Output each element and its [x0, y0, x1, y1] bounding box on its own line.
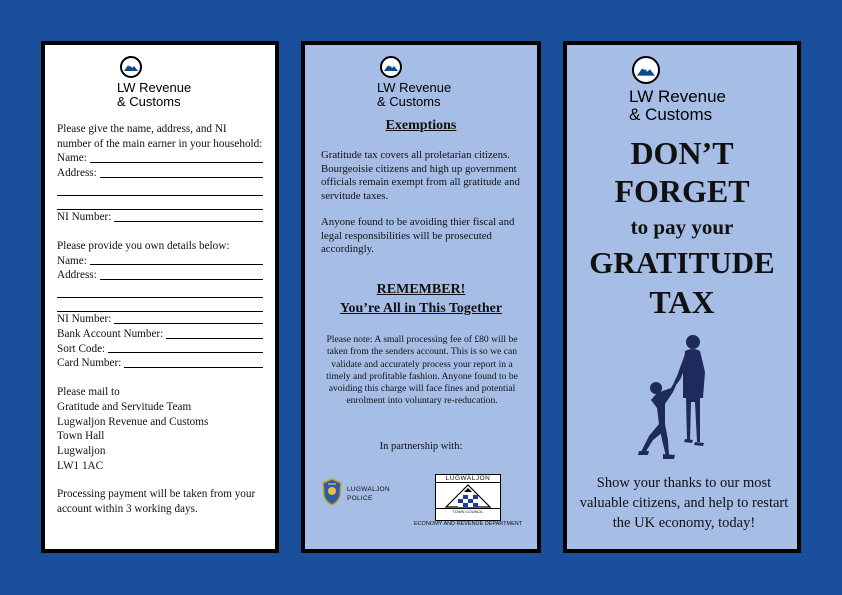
brand-logo	[629, 56, 726, 124]
sort-code-field[interactable]	[57, 342, 263, 357]
exemptions-para1: Gratitude tax covers all proletarian citizens. Bourgeoisie citizens and high up government officials remain exempt from all gratitude and servitude taxes.	[321, 149, 520, 202]
bank-account-field[interactable]	[57, 327, 263, 342]
police-crest-icon	[321, 478, 343, 511]
address-label: Address:	[57, 269, 97, 282]
main-address-field[interactable]	[57, 166, 263, 181]
remember-block	[305, 280, 537, 318]
form-intro: Please give the name, address, and NI number of the main earner in your household:	[57, 123, 263, 150]
ni-label: NI Number:	[57, 313, 112, 326]
mountain-logo-icon	[120, 56, 142, 78]
brand-logo	[117, 56, 191, 108]
cover-tagline: Show your thanks to our most valuable citizens, and help to restart the UK economy, today!	[579, 475, 789, 531]
headline-line3: to pay your	[630, 215, 734, 239]
headline-line5: TAX	[649, 284, 715, 320]
kneeling-figures-illustration	[637, 332, 727, 467]
address-line[interactable]	[57, 298, 263, 313]
cover-headline	[557, 134, 807, 322]
brand-line2: & Customs	[117, 93, 181, 109]
mail-line: LW1 1AC	[57, 459, 104, 472]
headline-line2: FORGET	[614, 173, 750, 209]
brand-line1: LW Revenue	[629, 87, 727, 106]
exemptions-title: Exemptions	[385, 118, 457, 133]
mail-line: Lugwaljon Revenue and Customs	[57, 415, 209, 428]
form-panel	[41, 41, 279, 553]
own-ni-field[interactable]	[57, 312, 263, 327]
dept-label: ECONOMY AND REVENUE DEPARTMENT	[413, 521, 523, 527]
card-label: Card Number:	[57, 357, 122, 370]
exemptions-panel	[301, 41, 541, 553]
sort-label: Sort Code:	[57, 342, 106, 355]
address-line[interactable]	[57, 181, 263, 196]
council-logo	[435, 474, 501, 521]
police-label: LUGWALJON POLICE	[347, 486, 390, 502]
processing-note: Processing payment will be taken from your account within 3 working days.	[57, 488, 256, 516]
mail-line: Lugwaljon	[57, 445, 106, 457]
address-line[interactable]	[57, 196, 263, 211]
brand-line1: LW Revenue	[117, 80, 192, 95]
address-label: Address:	[57, 167, 97, 180]
council-emblem-icon	[436, 483, 500, 508]
own-name-field[interactable]	[57, 254, 263, 269]
mountain-logo-icon	[632, 56, 660, 84]
address-line[interactable]	[57, 283, 263, 298]
together-heading: You’re All in This Together	[339, 301, 503, 316]
partnership-text: In partnership with:	[379, 441, 463, 452]
mail-line: Please mail to	[57, 386, 120, 399]
remember-heading: REMEMBER!	[376, 282, 466, 297]
mail-address-block	[57, 385, 263, 473]
cover-panel	[563, 41, 801, 553]
mountain-logo-icon	[380, 56, 402, 78]
exemptions-text	[321, 149, 521, 257]
main-ni-field[interactable]	[57, 210, 263, 225]
council-sub: TOWN COUNCIL	[436, 508, 500, 514]
brand-line2: & Customs	[377, 93, 441, 109]
council-name: LUGWALJON	[436, 475, 500, 483]
headline-line1: DON’T	[630, 135, 734, 171]
brand-line2: & Customs	[629, 104, 713, 124]
card-number-field[interactable]	[57, 356, 263, 371]
name-label: Name:	[57, 254, 87, 267]
mail-line: Town Hall	[57, 430, 105, 443]
fee-note: Please note: A small processing fee of £80 will be taken from the senders account. This is so we can validate and accurately process your report in a timely and profitable fashion. Anyone found to be avoiding this charge will face fines and potential enrolment into voluntary re-reducation.	[326, 334, 518, 407]
ni-label: NI Number:	[57, 211, 112, 224]
name-label: Name:	[57, 152, 87, 165]
brand-line1: LW Revenue	[377, 80, 452, 95]
main-name-field[interactable]	[57, 151, 263, 166]
mail-line: Gratitude and Servitude Team	[57, 400, 192, 413]
own-address-field[interactable]	[57, 268, 263, 283]
own-intro: Please provide you own details below:	[57, 239, 230, 252]
headline-line4: GRATITUDE	[589, 245, 775, 280]
bank-label: Bank Account Number:	[57, 328, 164, 341]
form-body	[57, 122, 263, 517]
exemptions-para2: Anyone found to be avoiding thier fiscal and legal responsibilities will be prosecuted accordingly.	[321, 216, 515, 255]
brand-logo	[377, 56, 451, 108]
